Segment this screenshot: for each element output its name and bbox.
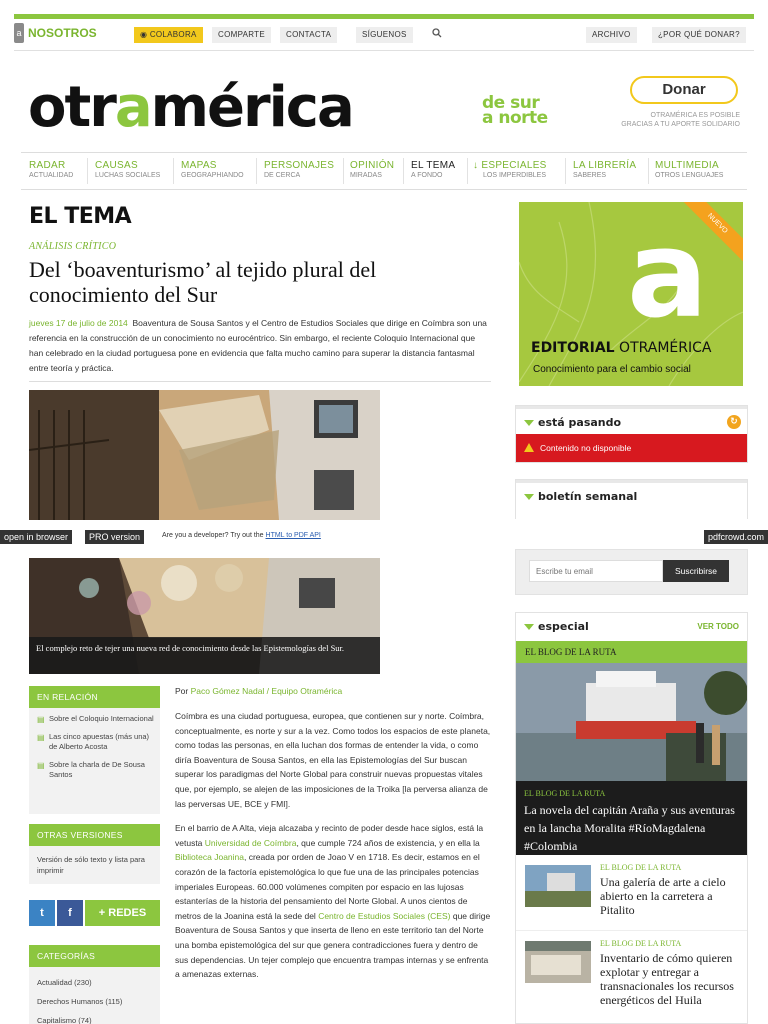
refresh-icon[interactable]: ↻ [727,415,741,429]
document-icon: ▤ [37,715,45,724]
nav-divider [343,158,344,184]
tagline-line-2: a norte [482,108,548,128]
item-title: Una galería de arte a cielo abierto en la carretera a Pitalito [600,875,726,917]
nav-mapas[interactable] [181,160,244,179]
colabora-button[interactable] [134,27,203,43]
contacta-button[interactable]: CONTACTA [280,27,337,43]
open-in-browser-link[interactable]: open in browser [0,530,72,544]
related-item-label: Las cinco apuestas (más una) de Alberto Acosta [49,732,150,751]
especial-band: EL BLOG DE LA RUTA [516,641,747,663]
colabora-label: COLABORA [149,30,197,39]
nav-title: LA LIBRERÍA [573,160,637,171]
related-widget [29,686,160,814]
article-kicker[interactable]: ANÁLISIS CRÍTICO [29,241,117,252]
related-item[interactable] [35,732,154,752]
pdfcrowd-bar [0,529,768,545]
top-bar [14,19,754,51]
facebook-icon[interactable]: f [57,900,83,926]
paragraph-text: En el barrio de A Alta, vieja alcazaba y recinto de poder desde hace siglos, está la vetusta [175,823,484,848]
triangle-down-icon [524,624,534,630]
nav-title: MULTIMEDIA [655,160,719,171]
nav-especiales-label: ESPECIALES [481,160,547,171]
especial-item[interactable] [516,931,747,1007]
paragraph: Coímbra es una ciudad portuguesa, europea, que contienen sur y norte. Coímbra, conceptualmente, es norte y sur a la vez. Como todos los espacios de este planeta, como todas las personas, en ella luchan dos formas de entender la vida, o como diría Boaventura de Sousa Santos, en ella las Epistemologías del Sur buscan superar los paradigmas del Norte Global para construir nuevas propuestas vitales que, por ejemplo, se alejen de las imposiciones de la Troika [la perversa alianza de las perversas UE, BCE y FMI]. [175,711,491,809]
twitter-icon[interactable]: t [29,900,55,926]
universidad-link[interactable]: Universidad de Coímbra [204,837,297,848]
categories-list [29,967,160,1024]
ces-link[interactable]: Centro de Estudios Sociales (CES) [318,910,451,921]
logo-text-2: a [114,75,151,140]
especial-title: especial [538,620,589,633]
esta-pasando-title: está pasando [538,416,622,429]
other-versions-title: OTRAS VERSIONES [29,824,160,846]
main-navigation [21,152,747,190]
boletin-header [516,480,747,508]
search-icon[interactable] [432,28,442,41]
nav-title: CAUSAS [95,160,138,171]
nav-subtitle: A FONDO [411,172,443,179]
item-thumbnail [525,941,591,983]
paragraph-text: que dirige Boaventura de Sousa Santos y que inserta de lleno en este territorio tan del Norte una bomba epistemológica del sur que genera contradicciones fuera y dentro de sus dependencias. Un tejer complejo que encuentra trampas internas y se enfrenta a amenazas externas. [175,910,491,980]
photo-caption: El complejo reto de tejer una nueva red de conocimiento desde las Epistemologías del Sur. [29,637,380,674]
divider [29,381,491,382]
document-icon: ▤ [37,733,45,742]
nav-especiales[interactable] [473,160,547,179]
category-item[interactable]: Derechos Humanos (115) [37,997,123,1006]
document-icon: ▤ [37,761,45,770]
nosotros-link[interactable]: NOSOTROS [28,26,97,40]
esta-pasando-widget [515,405,748,463]
arrow-down-icon: ↓ [473,160,482,171]
nav-divider [403,158,404,184]
nav-title [473,160,547,171]
subscribe-button[interactable]: Suscribirse [663,560,729,582]
especial-item[interactable] [516,855,747,931]
archivo-button[interactable]: ARCHIVO [586,27,637,43]
nav-subtitle: GEOGRAPHIANDO [181,172,244,179]
developer-promo-text: Are you a developer? Try out the [162,532,264,539]
feature-title: La novela del capitán Araña y sus aventuras en la lancha Moralita #RíoMagdalena #Colombia [524,803,735,853]
nav-multimedia[interactable] [655,160,723,179]
warning-icon [524,443,534,452]
tagline [482,93,548,128]
related-item[interactable] [35,714,154,724]
nav-subtitle: LOS IMPERDIBLES [483,172,547,179]
nav-title: EL TEMA [411,160,456,171]
nav-libreria[interactable] [573,160,636,179]
other-versions-widget [29,824,160,884]
unavailable-alert [516,434,747,462]
tagline-line-1: de sur [482,93,540,113]
nav-subtitle: MIRADAS [350,172,382,179]
especial-widget [515,612,748,1024]
promo-subtitle: Conocimiento para el cambio social [533,364,691,375]
comparte-button[interactable]: COMPARTE [212,27,271,43]
nav-divider [467,158,468,184]
category-item[interactable]: Capitalismo (74) [37,1016,92,1024]
byline-prefix: Por [175,686,189,696]
nav-subtitle: DE CERCA [264,172,301,179]
item-thumbnail [525,865,591,907]
nav-divider [173,158,174,184]
editorial-promo-banner[interactable] [519,202,743,386]
article-headline: Del ‘boaventurismo’ al tejido plural del conocimiento del Sur [29,257,377,307]
nav-divider [565,158,566,184]
article-date: jueves 17 de julio de 2014 [29,318,128,328]
nav-divider [648,158,649,184]
especial-header [516,613,747,641]
newsletter-form [515,549,748,595]
byline [175,686,342,696]
nav-subtitle: SABERES [573,172,607,179]
triangle-down-icon [524,420,534,426]
nav-title: MAPAS [181,160,217,171]
promo-brand-name: OTRAMÉRICA [619,340,712,356]
site-logo[interactable] [28,75,353,140]
donate-button[interactable]: Donar [630,76,738,104]
article-photo-top [29,390,380,520]
esta-pasando-header [516,406,747,434]
promo-brand-bold: EDITORIAL [531,340,615,356]
article-body [175,709,491,992]
paragraph [175,821,491,982]
especial-feature[interactable] [516,781,747,855]
por-que-donar-button[interactable]: ¿POR QUÉ DONAR? [652,27,746,43]
item-title: Inventario de cómo quieren explotar y entregar a transnacionales los recursos energéticos del Huila [600,951,734,1007]
related-item-label: Sobre la charla de De Sousa Santos [49,760,145,779]
mini-logo[interactable]: a [14,23,24,43]
promo-ribbon: NUEVO [677,202,743,264]
related-item-label: Sobre el Coloquio Internacional [49,714,154,723]
categories-widget [29,945,160,1024]
html-to-pdf-link[interactable]: HTML to PDF API [265,532,321,539]
triangle-down-icon [524,494,534,500]
article-lede-text: Boaventura de Sousa Santos y el Centro de Estudios Sociales que dirige en Coímbra son una referencia en la construcción de un conocimiento no eurocéntrico. Sin embargo, el reciente Coloquio Internacional que han celebrado en la ciudad portuguesa pone en evidencia que falta mucho camino para superar la distancia fantasmal entre teoría y práctica. [29,318,487,373]
siguenos-button[interactable]: SÍGUENOS [356,27,413,43]
logo-text-1: otr [28,75,115,140]
paragraph-text: , creada por orden de Joao V en 1718. Es decir, estamos en el corazón de la factoría epistemológica lo que fue una de las principales potencias imperiales Europeas. 60.000 volúmenes compiten por espacio en las lujosas estanterías de la historia del pensamiento del Norte Global. A unos cientos de metros de la Joanina está la sede del [175,852,480,921]
related-item[interactable] [35,760,154,780]
email-input[interactable] [529,560,663,582]
alert-text: Contenido no disponible [540,443,632,453]
boletin-widget [515,479,748,519]
promo-logo-glyph: a [627,206,708,345]
categories-title: CATEGORÍAS [29,945,160,967]
nav-title: PERSONAJES [264,160,335,171]
item-kicker: EL BLOG DE LA RUTA [600,863,682,872]
especial-feature-image[interactable] [516,663,747,781]
biblioteca-link[interactable]: Biblioteca Joanina [175,852,244,863]
nav-causas[interactable] [95,160,160,179]
feature-kicker: EL BLOG DE LA RUTA [524,789,606,798]
nav-divider [87,158,88,184]
developer-promo [162,532,321,539]
nav-personajes[interactable] [264,160,334,179]
pdfcrowd-logo[interactable]: pdfcrowd.com [704,530,768,544]
related-widget-title: EN RELACIÓN [29,686,160,708]
author-link[interactable]: Paco Gómez Nadal / Equipo Otramérica [190,686,343,696]
nav-opinion[interactable] [350,160,394,179]
pro-version-link[interactable]: PRO version [85,530,144,544]
article-lede [29,316,491,376]
logo-text-3: mérica [150,75,353,140]
nav-divider [256,158,257,184]
print-version-link[interactable]: Versión de sólo texto y lista para imprimir [37,855,145,875]
nav-radar[interactable] [29,160,73,179]
nav-subtitle: LUCHAS SOCIALES [95,172,161,179]
more-networks-button[interactable]: + REDES [85,900,160,926]
nav-subtitle: ACTUALIDAD [29,172,74,179]
nav-subtitle: OTROS LENGUAJES [655,172,724,179]
nav-title: OPINIÓN [350,160,395,171]
nav-title: RADAR [29,160,66,171]
donate-note: OTRAMÉRICA ES POSIBLE GRACIAS A TU APORTE SOLIDARIO [621,112,740,128]
category-item[interactable]: Actualidad (230) [37,978,92,987]
promo-brand [531,340,712,356]
boletin-title: boletín semanal [538,490,638,503]
ver-todo-link[interactable]: VER TODO [697,622,739,631]
colabora-icon: ◉ [140,30,150,39]
section-title: EL TEMA [29,204,132,229]
nav-el-tema[interactable] [411,160,455,179]
item-kicker: EL BLOG DE LA RUTA [600,939,682,948]
paragraph-text: , que cumple 724 años de existencia, y en ella la [296,837,480,848]
